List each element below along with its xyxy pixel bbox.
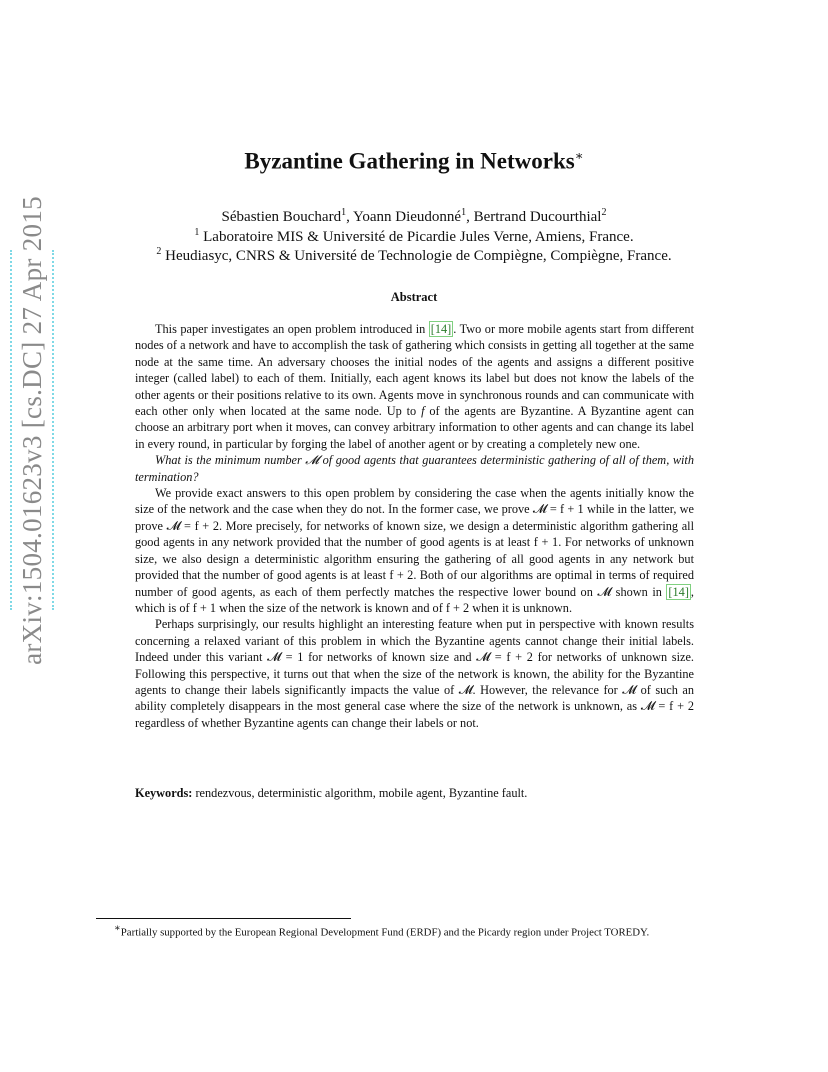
- affiliation-1: [0, 227, 828, 246]
- title-footnote-mark: ∗: [574, 148, 584, 163]
- abstract-paragraph-3: Perhaps surprisingly, our results highlight an interesting feature when put in perspective with known results concerning a relaxed variant of this problem in which the Byzantine agents cannot change their initial labels. Indeed under this variant 𝓜 = 1 for networks of known size and 𝓜 = f + 2 for networks of unknown size. Following this perspective, it turns out that when the size of the network is known, the ability for the Byzantine agents to change their labels significantly impacts the value of 𝓜. However, the relevance for 𝓜 of such an ability completely disappears in the most general case where the size of the network is unknown, as 𝓜 = f + 2 regardless of whether Byzantine agents can change their labels or not.: [135, 617, 694, 730]
- affiliation-2-text: Heudiasyc, CNRS & Université de Technologie de Compiègne, Compiègne, France.: [165, 248, 672, 264]
- citation-link-14-second[interactable]: [14]: [668, 584, 689, 599]
- author-2-affil: 1: [461, 207, 467, 218]
- affiliation-2-number: 2: [156, 246, 162, 257]
- keywords-label: Keywords:: [135, 786, 193, 800]
- abstract-heading: Abstract: [390, 290, 438, 304]
- abstract-paragraph-1: [135, 321, 694, 452]
- abstract-body: [135, 321, 694, 731]
- abstract-p1-text-b: . Two or more mobile agents start from different nodes of a network and have to accomplish the task of gathering which consists in getting all together at the same node at the same time. An adversary chooses the initial nodes of the agents and assigns a different positive integer (called label) to each of them. Initially, each agent knows its label but does not know the labels of the other agents or their positions relative to its own. Agents move in synchronous rounds and can communicate with each other only when located at the same node. Up to: [135, 322, 694, 419]
- abstract-p1-text-a: This paper investigates an open problem introduced in: [155, 322, 429, 336]
- author-2: , Yoann Dieudonné: [346, 209, 462, 225]
- footnote: [114, 923, 754, 939]
- author-1: Sébastien Bouchard: [221, 209, 342, 225]
- abstract-p2-text-a: We provide exact answers to this open problem by considering the case when the agents initially know the size of the network and the case when they do not. In the former case, we prove 𝓜 = f + 1 while in the latter, we prove 𝓜 = f + 2. More precisely, for networks of known size, we design a deterministic algorithm gathering all good agents in any network provided that the number of good agents is at least f + 1. For networks of unknown size, we also design a deterministic algorithm ensuring the gathering of all good agents in any network but provided that the number of good agents is at least f + 2. Both of our algorithms are optimal in terms of required number of good agents, as each of them perfectly matches the respective lower bound on 𝓜 shown in: [135, 486, 694, 599]
- author-1-affil: 1: [341, 207, 347, 218]
- author-list: [0, 207, 828, 226]
- math-f: f: [421, 404, 425, 419]
- affiliation-2: [0, 246, 828, 265]
- citation-link-14[interactable]: [14]: [430, 322, 452, 336]
- abstract-paragraph-2: [135, 485, 694, 616]
- arxiv-stamp-text: arXiv:1504.01623v3 [cs.DC] 27 Apr 2015: [16, 195, 47, 665]
- footnote-divider: [96, 918, 351, 919]
- footnote-mark: ∗: [114, 923, 121, 934]
- affiliation-1-text: Laboratoire MIS & Université de Picardie Jules Verne, Amiens, France.: [203, 229, 634, 245]
- footnote-text: Partially supported by the European Regional Development Fund (ERDF) and the Picardy region under Project TOREDY.: [120, 926, 650, 939]
- abstract-p1-text-c: of the agents are Byzantine. A Byzantine agent can choose an arbitrary port when it moves, can convey arbitrary information to other agents and can change its label in every round, in particular by forging the label of another agent or by creating a completely new one.: [135, 404, 695, 451]
- keywords-text: rendezvous, deterministic algorithm, mobile agent, Byzantine fault.: [192, 786, 528, 800]
- author-3-affil: 2: [601, 207, 607, 218]
- keywords: [135, 786, 694, 801]
- affiliation-1-number: 1: [194, 227, 200, 238]
- author-3: , Bertrand Ducourthial: [466, 209, 602, 225]
- abstract-p2-text-b: , which is of f + 1 when the size of the network is known and of f + 2 when it is unknown.: [135, 584, 694, 615]
- paper-title: [0, 148, 828, 175]
- abstract-question: What is the minimum number 𝓜 of good agents that guarantees deterministic gathering of all of them, with termination?: [135, 453, 694, 484]
- title-text: Byzantine Gathering in Networks: [244, 148, 575, 174]
